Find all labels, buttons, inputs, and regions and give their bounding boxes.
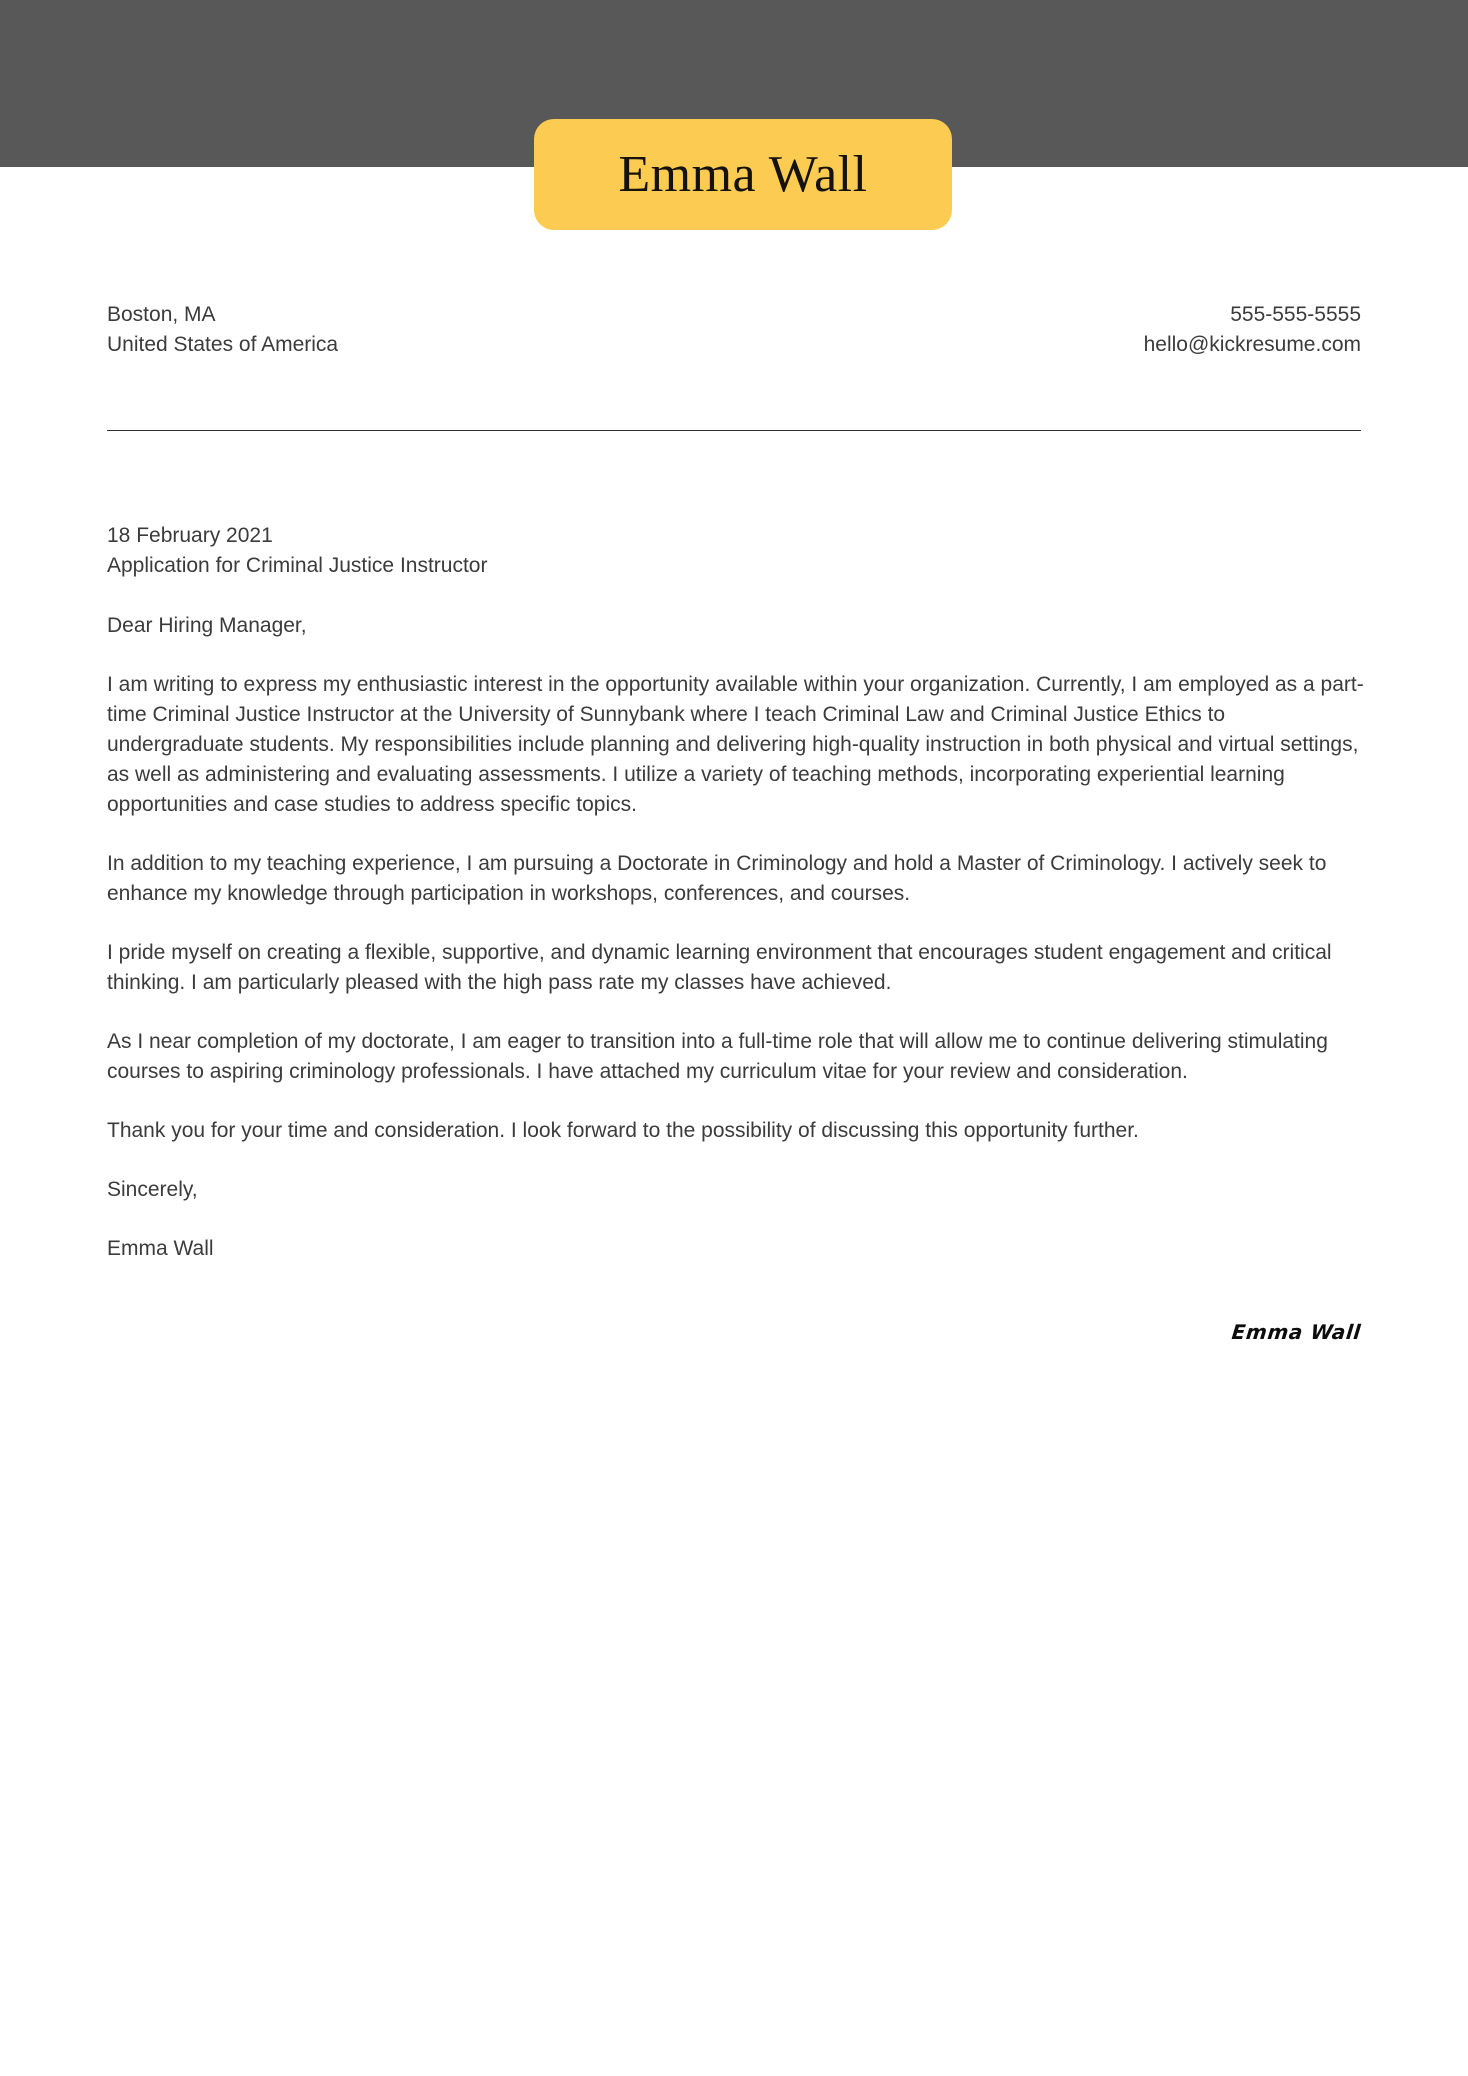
letter-closing: Sincerely, (107, 1178, 198, 1201)
letter-paragraph-1: I am writing to express my enthusiastic interest in the opportunity available within your organization. Currently, I am employed as a part-time Criminal Justice Instructor at the University of Sunnybank where I teach Criminal Law and Criminal Justice Ethics to undergraduate students. My responsibilities include planning and delivering high-quality instruction in both physical and virtual settings, as well as administering and evaluating assessments. I utilize a variety of teaching methods, incorporating experiential learning opportunities and case studies to address specific topics. (107, 673, 1364, 816)
contact-country: United States of America (107, 333, 339, 356)
contact-details (1144, 300, 1361, 360)
header-divider (107, 430, 1361, 431)
letter-paragraph-3: I pride myself on creating a flexible, supportive, and dynamic learning environment that encourages student engagement and critical thinking. I am particularly pleased with the high pass rate my classes have achieved. (107, 941, 1332, 994)
contact-email[interactable]: hello@kickresume.com (1143, 333, 1361, 356)
contact-location (107, 300, 338, 360)
letter-date: 18 February 2021 (107, 524, 273, 547)
candidate-name: Emma Wall (618, 145, 868, 203)
letter-subject: Application for Criminal Justice Instructor (107, 554, 488, 577)
letter-paragraph-2: In addition to my teaching experience, I am pursuing a Doctorate in Criminology and hold a Master of Criminology. I actively seek to enhance my knowledge through participation in workshops, conferences, and courses. (107, 852, 1327, 905)
handwritten-signature: Emma Wall (1230, 1320, 1363, 1344)
contact-phone[interactable]: 555-555-5555 (1230, 303, 1361, 326)
contact-row (107, 300, 1361, 360)
letter-body (107, 521, 1365, 1285)
contact-city: Boston, MA (107, 303, 216, 326)
name-badge (534, 119, 952, 230)
letter-paragraph-4: As I near completion of my doctorate, I am eager to transition into a full-time role that will allow me to continue delivering stimulating courses to aspiring criminology professionals. I have attached my curriculum vitae for your review and consideration. (107, 1030, 1328, 1083)
letter-paragraph-5: Thank you for your time and consideration. I look forward to the possibility of discussing this opportunity further. (107, 1119, 1139, 1142)
letter-salutation: Dear Hiring Manager, (107, 614, 307, 637)
letter-signer-name: Emma Wall (107, 1237, 214, 1260)
